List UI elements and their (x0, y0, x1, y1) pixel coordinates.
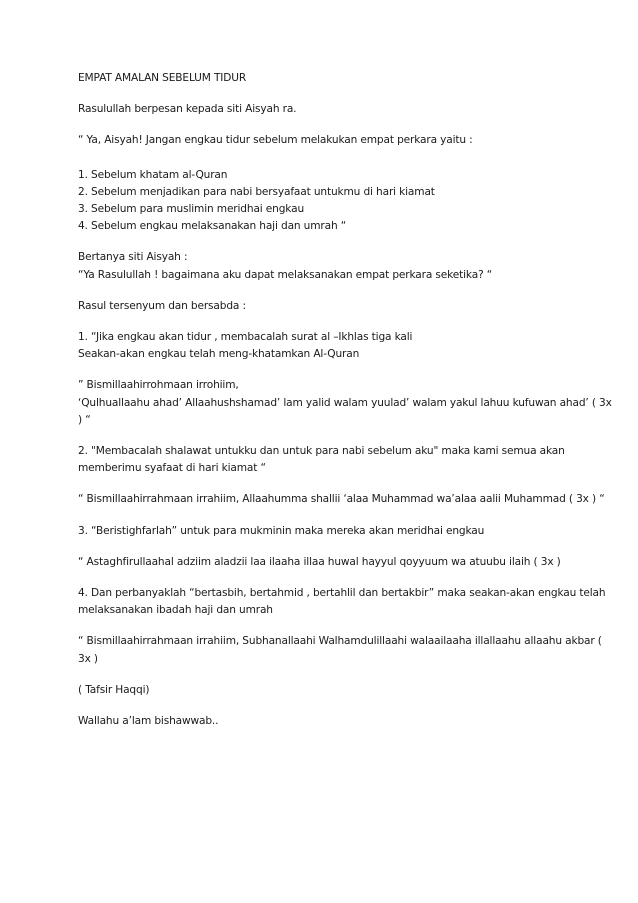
closing-text: Wallahu a’lam bishawwab.. (78, 715, 219, 728)
point-4-line-1: 4. Dan perbanyaklah “bertasbih, bertahmid , bertahlil dan bertakbir” maka seakan-akan engkau telah (78, 587, 606, 600)
recitation-line: “ Astaghfirullaahal adziim aladzii laa ilaaha illaa huwal hayyul qoyyuum wa atuubu ilaih ( 3x ) (78, 555, 561, 568)
list-item: 2. Sebelum menjadikan para nabi bersyafaat untukmu di hari kiamat (78, 185, 435, 198)
recitation-line: “ Bismillaahirrahmaan irrahiim, Subhanallaahi Walhamdulillaahi walaailaaha illallaahu allaahu akbar ( (78, 635, 602, 648)
title-text: EMPAT AMALAN SEBELUM TIDUR (78, 72, 247, 84)
quote-and-list (78, 132, 578, 235)
intro-paragraph (78, 101, 578, 118)
source-text: ( Tafsir Haqqi) (78, 683, 150, 696)
list-item: 4. Sebelum engkau melaksanakan haji dan umrah “ (78, 220, 347, 233)
point-4-line-2: melaksanakan ibadah haji dan umrah (78, 604, 273, 617)
point-2 (78, 443, 578, 477)
point-2-line-2: memberimu syafaat di hari kiamat “ (78, 462, 266, 475)
answer-intro (78, 298, 578, 315)
document-page (78, 70, 612, 744)
point-4 (78, 585, 606, 619)
question-lead: Bertanya siti Aisyah : (78, 251, 188, 264)
list-item: 3. Sebelum para muslimin meridhai engkau (78, 203, 305, 216)
list-item: 1. Sebelum khatam al-Quran (78, 168, 228, 181)
intro-text: Rasulullah berpesan kepada siti Aisyah ra. (78, 103, 297, 116)
source-citation (78, 682, 578, 699)
recitation-line: ) “ (78, 413, 91, 426)
document-title (78, 70, 578, 87)
point-2-line-1: 2. "Membacalah shalawat untukku dan untuk para nabi sebelum aku" maka kami semua akan (78, 445, 565, 458)
recitation-line: “ Bismillaahirrahmaan irrahiim, Allaahumma shallii ‘alaa Muhammad wa’alaa aalii Muhammad ( 3x ) “ (78, 493, 605, 506)
closing-paragraph (78, 713, 578, 730)
point-3-line: 3. “Beristighfarlah” untuk para mukminin maka mereka akan meridhai engkau (78, 524, 485, 537)
question-text: “Ya Rasulullah ! bagaimana aku dapat melaksanakan empat perkara seketika? “ (78, 268, 493, 281)
recitation-line: ‘Qulhuallaahu ahad’ Allaahushshamad’ lam yalid walam yuulad’ walam yakul lahuu kufuwan ahad’ ( 3x (78, 396, 612, 409)
point-2-recitation (78, 491, 605, 508)
point-1-line-1: 1. “Jika engkau akan tidur , membacalah surat al –Ikhlas tiga kali (78, 331, 413, 344)
spacer (78, 150, 578, 167)
quote-open-text: “ Ya, Aisyah! Jangan engkau tidur sebelum melakukan empat perkara yaitu : (78, 134, 473, 147)
question-paragraph (78, 249, 578, 283)
point-1-line-2: Seakan-akan engkau telah meng-khatamkan Al-Quran (78, 348, 360, 361)
recitation-line: ” Bismillaahirrohmaan irrohiim, (78, 379, 239, 392)
point-1 (78, 329, 578, 363)
point-3 (78, 523, 578, 540)
recitation-line: 3x ) (78, 652, 98, 665)
point-1-recitation (78, 377, 612, 429)
answer-intro-text: Rasul tersenyum dan bersabda : (78, 299, 246, 312)
point-3-recitation (78, 554, 578, 571)
point-4-recitation (78, 633, 602, 667)
